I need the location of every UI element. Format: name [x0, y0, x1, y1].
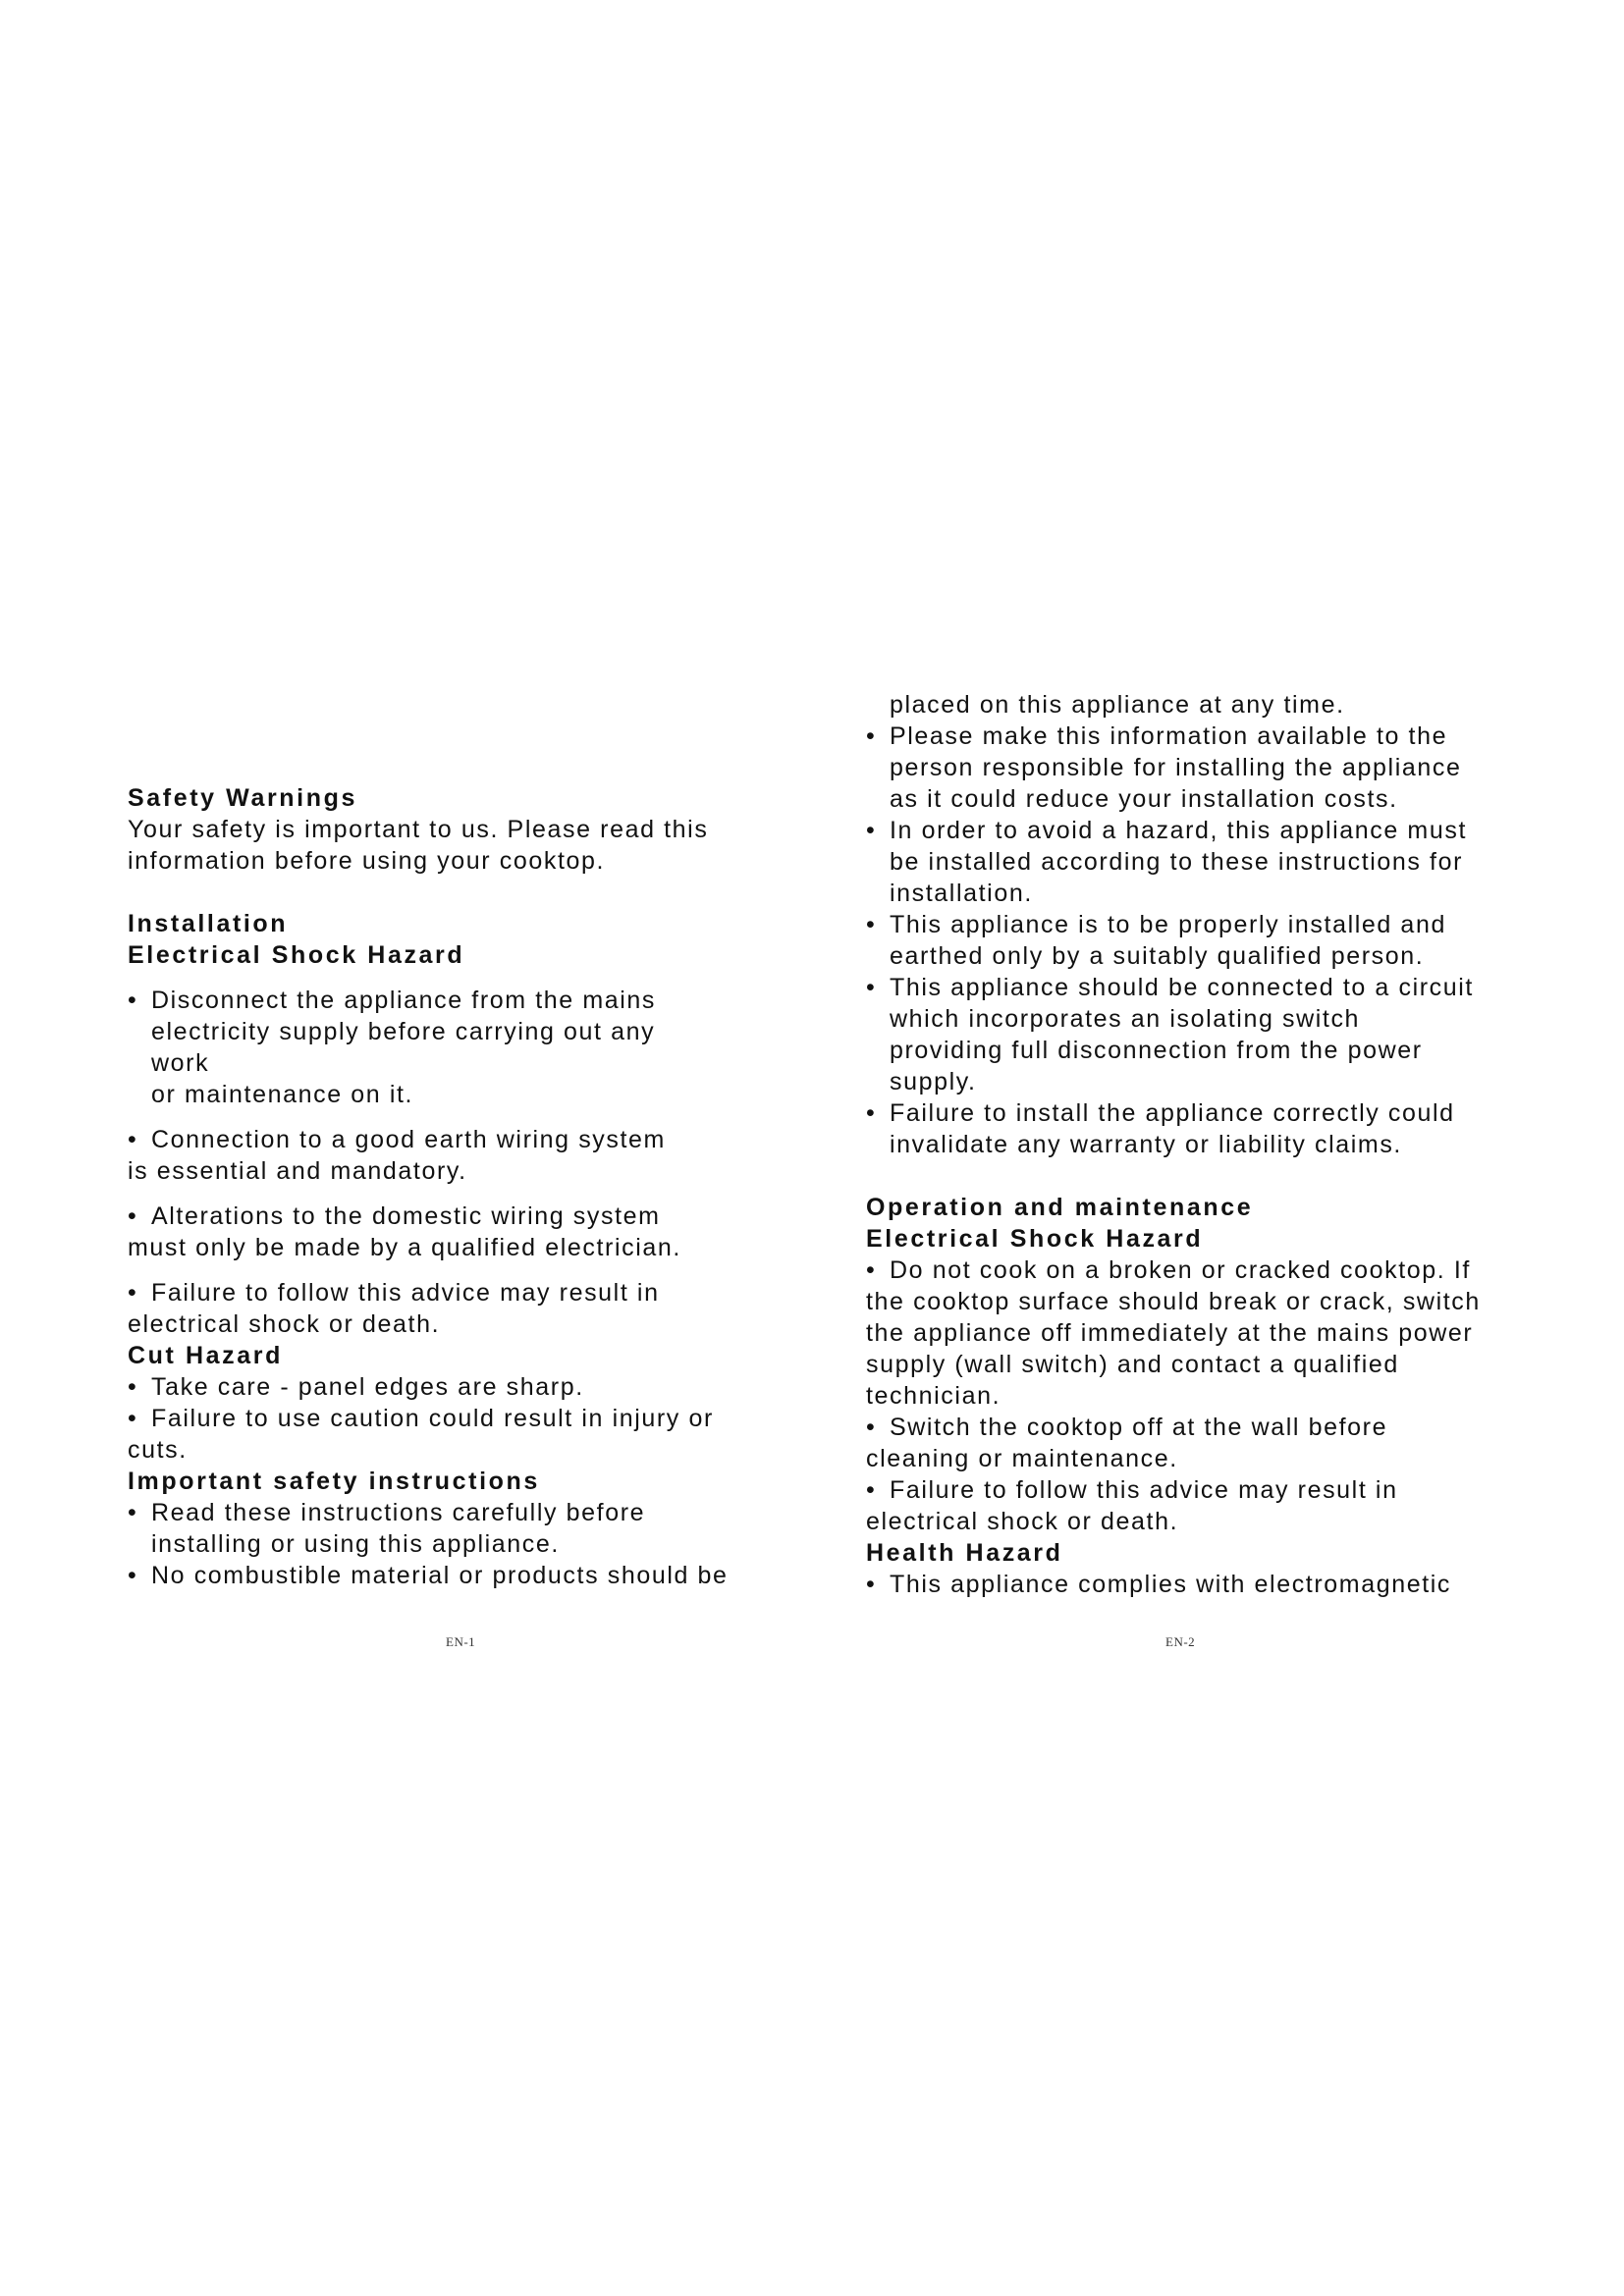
bullet-text: Switch the cooktop off at the wall before: [890, 1414, 1388, 1441]
bullet-icon: •: [128, 1499, 138, 1526]
bullet-text: installing or using this appliance.: [151, 1530, 560, 1558]
electrical-shock-heading: Electrical Shock Hazard: [128, 941, 465, 969]
bullet-text: be installed according to these instructions for: [890, 848, 1464, 876]
bullet-icon: •: [128, 1562, 138, 1589]
bullet-text: earthed only by a suitably qualified person.: [890, 942, 1425, 970]
bullet-text: invalidate any warranty or liability claims.: [890, 1131, 1402, 1158]
bullet-icon: •: [128, 1279, 138, 1307]
bullet-icon: •: [128, 1405, 138, 1432]
bullet-text: must only be made by a qualified electrician.: [128, 1234, 681, 1261]
list-item: [128, 1124, 795, 1187]
electrical-shock-heading: Electrical Shock Hazard: [866, 1225, 1204, 1253]
bullet-icon: •: [866, 722, 877, 750]
bullet-icon: •: [866, 911, 877, 938]
installation-heading: Installation: [128, 910, 289, 937]
bullet-text: This appliance is to be properly installed and: [890, 911, 1446, 938]
bullet-icon: •: [128, 987, 138, 1014]
bullet-icon: •: [128, 1202, 138, 1230]
bullet-text: Connection to a good earth wiring system: [151, 1126, 666, 1153]
bullet-text: Failure to follow this advice may result in: [890, 1476, 1398, 1504]
bullet-text: as it could reduce your installation costs.: [890, 785, 1398, 813]
bullet-icon: •: [866, 1476, 877, 1504]
cut-hazard-heading: Cut Hazard: [128, 1342, 283, 1369]
bullet-text: providing full disconnection from the power: [890, 1037, 1423, 1064]
bullet-text: This appliance should be connected to a circuit: [890, 974, 1474, 1001]
bullet-text: This appliance complies with electromagnetic: [890, 1571, 1452, 1598]
bullet-text: Failure to use caution could result in injury or: [151, 1405, 714, 1432]
page-number-right: EN-2: [1165, 1634, 1196, 1649]
intro-line: Your safety is important to us. Please read this: [128, 816, 709, 843]
bullet-text: supply.: [890, 1068, 977, 1095]
bullet-text: Please make this information available to the: [890, 722, 1448, 750]
bullet-icon: •: [866, 974, 877, 1001]
bullet-text: supply (wall switch) and contact a qualified: [866, 1351, 1399, 1378]
left-page-column: [128, 782, 795, 1591]
list-item: [128, 1201, 795, 1263]
bullet-text: installation.: [890, 880, 1033, 907]
bullet-text: which incorporates an isolating switch: [890, 1005, 1361, 1033]
bullet-icon: •: [866, 1099, 877, 1127]
page-number-left: EN-1: [446, 1634, 476, 1649]
intro-line: information before using your cooktop.: [128, 847, 606, 875]
bullet-text: No combustible material or products should be: [151, 1562, 729, 1589]
bullet-text: In order to avoid a hazard, this appliance must: [890, 817, 1467, 844]
bullet-text: cuts.: [128, 1436, 188, 1464]
bullet-text: Failure to follow this advice may result in: [151, 1279, 660, 1307]
bullet-text: Disconnect the appliance from the mains: [151, 987, 657, 1014]
bullet-text: is essential and mandatory.: [128, 1157, 467, 1185]
list-item: [128, 1277, 795, 1340]
bullet-text: work: [151, 1049, 210, 1077]
bullet-text: placed on this appliance at any time.: [890, 691, 1345, 719]
bullet-icon: •: [866, 1256, 877, 1284]
bullet-text: technician.: [866, 1382, 1001, 1410]
bullet-icon: •: [128, 1373, 138, 1401]
bullet-text: cleaning or maintenance.: [866, 1445, 1178, 1472]
bullet-icon: •: [866, 1571, 877, 1598]
bullet-icon: •: [866, 817, 877, 844]
bullet-text: person responsible for installing the appliance: [890, 754, 1462, 781]
operation-maintenance-heading: Operation and maintenance: [866, 1194, 1254, 1221]
bullet-text: the appliance off immediately at the mains power: [866, 1319, 1474, 1347]
bullet-text: electricity supply before carrying out any: [151, 1018, 656, 1045]
important-safety-heading: Important safety instructions: [128, 1468, 540, 1495]
bullet-icon: •: [866, 1414, 877, 1441]
list-item: [128, 985, 795, 1110]
bullet-text: Do not cook on a broken or cracked cooktop. If: [890, 1256, 1471, 1284]
bullet-text: Take care - panel edges are sharp.: [151, 1373, 584, 1401]
bullet-text: the cooktop surface should break or crack, switch: [866, 1288, 1481, 1315]
bullet-text: electrical shock or death.: [128, 1310, 441, 1338]
bullet-text: or maintenance on it.: [151, 1081, 414, 1108]
health-hazard-heading: Health Hazard: [866, 1539, 1063, 1567]
right-page-column: [866, 689, 1534, 1600]
bullet-icon: •: [128, 1126, 138, 1153]
bullet-text: Failure to install the appliance correctly could: [890, 1099, 1455, 1127]
bullet-text: Read these instructions carefully before: [151, 1499, 646, 1526]
safety-warnings-title: Safety Warnings: [128, 784, 357, 812]
bullet-text: electrical shock or death.: [866, 1508, 1179, 1535]
bullet-text: Alterations to the domestic wiring system: [151, 1202, 661, 1230]
